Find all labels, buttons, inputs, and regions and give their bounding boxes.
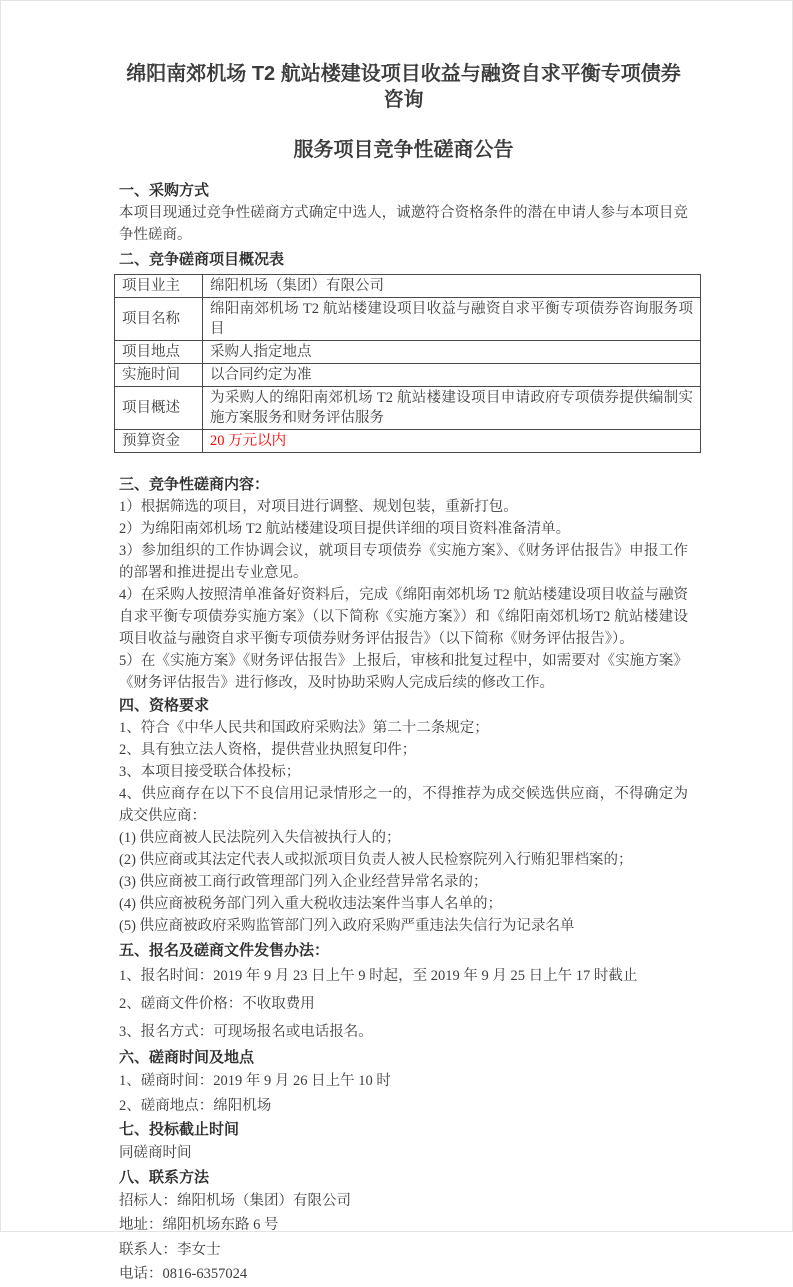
heading-consultation-content: 三、竞争性磋商内容： — [119, 476, 270, 493]
consultation-time-place-list — [119, 1069, 688, 1118]
consultation-time-item: 1、磋商时间：2019 年 9 月 26 日上午 10 时 — [119, 1073, 391, 1089]
consultation-place-item: 2、磋商地点：绵阳机场 — [119, 1097, 272, 1114]
contact-line-person: 联系人：李女士 — [119, 1241, 221, 1258]
project-overview-table — [114, 274, 701, 453]
credit-record-item-5: (5) 供应商被政府采购监管部门列入政府采购严重违法失信行为记录名单 — [119, 918, 575, 934]
registration-method-list — [119, 962, 688, 1046]
qualification-item-3: 3、本项目接受联合体投标； — [119, 764, 301, 780]
heading-project-overview-table: 二、竞争磋商项目概况表 — [119, 251, 285, 268]
heading-qualification-requirements: 四、资格要求 — [119, 697, 210, 714]
cell-label: 项目名称 — [115, 298, 203, 341]
page-title — [119, 61, 688, 163]
bid-deadline-block — [119, 1141, 688, 1166]
qualification-item-2: 2、具有独立法人资格，提供营业执照复印件； — [119, 742, 417, 758]
title-line-1: 绵阳南郊机场 T2 航站楼建设项目收益与融资自求平衡专项债券咨询 — [126, 63, 681, 111]
consultation-item-2: 2）为绵阳南郊机场 T2 航站楼建设项目提供详细的项目资料准备清单。 — [119, 521, 571, 537]
bid-deadline-text: 同磋商时间 — [119, 1145, 192, 1161]
cell-label: 项目业主 — [115, 275, 203, 298]
heading-bid-deadline: 七、投标截止时间 — [119, 1121, 240, 1138]
table-row-project-name — [115, 298, 701, 341]
contact-line-address: 地址：绵阳机场东路 6 号 — [119, 1217, 279, 1233]
table-row-project-summary — [115, 387, 701, 430]
credit-record-item-2: (2) 供应商或其法定代表人或拟派项目负责人被人民检察院列入行贿犯罪档案的； — [119, 852, 633, 868]
cell-label: 项目地点 — [115, 341, 203, 364]
table-row-owner — [115, 275, 701, 298]
credit-record-item-4: (4) 供应商被税务部门列入重大税收违法案件当事人名单的； — [119, 896, 503, 912]
consultation-item-3: 3）参加组织的工作协调会议，就项目专项债券《实施方案》、《财务评估报告》申报工作的部署和推进提出专业意见。 — [119, 543, 688, 581]
budget-value: 20 万元以内 — [203, 430, 701, 453]
credit-record-item-1: (1) 供应商被人民法院列入失信被执行人的； — [119, 830, 401, 846]
registration-item-time: 1、报名时间：2019 年 9 月 23 日上午 9 时起，至 2019 年 9 月 25 日上午 17 时截止 — [119, 968, 638, 984]
heading-consultation-time-place: 六、磋商时间及地点 — [119, 1049, 255, 1066]
cell-label: 项目概述 — [115, 387, 203, 430]
consultation-item-1: 1）根据筛选的项目，对项目进行调整、规划包装，重新打包。 — [119, 499, 518, 515]
heading-procurement-method: 一、采购方式 — [119, 182, 210, 199]
qualification-item-1: 1、符合《中华人民共和国政府采购法》第二十二条规定； — [119, 720, 489, 736]
table-row-implementation-time — [115, 364, 701, 387]
credit-record-item-3: (3) 供应商被工商行政管理部门列入企业经营异常名录的； — [119, 874, 488, 890]
heading-contact-method: 八、联系方法 — [119, 1168, 210, 1186]
consultation-item-5: 5）在《实施方案》《财务评估报告》上报后，审核和批复过程中，如需要对《实施方案》《财务评估报告》进行修改，及时协助采购人完成后续的修改工作。 — [119, 653, 688, 691]
procurement-method-text: 本项目现通过竞争性磋商方式确定中选人，诚邀符合资格条件的潜在申请人参与本项目竞争性磋商。 — [119, 205, 688, 243]
table-row-budget — [115, 430, 701, 453]
cell-value: 绵阳机场（集团）有限公司 — [203, 275, 701, 298]
cell-label: 预算资金 — [115, 430, 203, 453]
qualification-item-4: 4、供应商存在以下不良信用记录情形之一的，不得推荐为成交候选供应商，不得确定为成交供应商： — [119, 786, 688, 824]
cell-value: 为采购人的绵阳南郊机场 T2 航站楼建设项目申请政府专项债券提供编制实施方案服务和财务评估服务 — [203, 387, 701, 430]
registration-item-price: 2、磋商文件价格：不收取费用 — [119, 996, 315, 1012]
contact-line-bidder: 招标人：绵阳机场（集团）有限公司 — [119, 1192, 351, 1209]
cell-value: 以合同约定为准 — [203, 364, 701, 387]
consultation-item-4: 4）在采购人按照清单准备好资料后，完成《绵阳南郊机场 T2 航站楼建设项目收益与融资自求平衡专项债券实施方案》（以下简称《实施方案》）和《绵阳南郊机场T2 航站楼建设项目收益与融资自求平衡专项债券财务评估报告》（以下简称《财务评估报告》）。 — [119, 587, 688, 647]
registration-item-way: 3、报名方式：可现场报名或电话报名。 — [119, 1024, 373, 1040]
table-row-location — [115, 341, 701, 364]
heading-registration-method: 五、报名及磋商文件发售办法： — [119, 942, 330, 959]
cell-value: 绵阳南郊机场 T2 航站楼建设项目收益与融资自求平衡专项债券咨询服务项目 — [203, 298, 701, 341]
document-page — [1, 1, 793, 1282]
cell-label: 实施时间 — [115, 364, 203, 387]
cell-value: 采购人指定地点 — [203, 341, 701, 364]
title-line-2: 服务项目竞争性磋商公告 — [293, 139, 514, 161]
contact-block — [119, 1189, 688, 1287]
contact-line-phone: 电话：0816-6357024 — [119, 1266, 248, 1282]
